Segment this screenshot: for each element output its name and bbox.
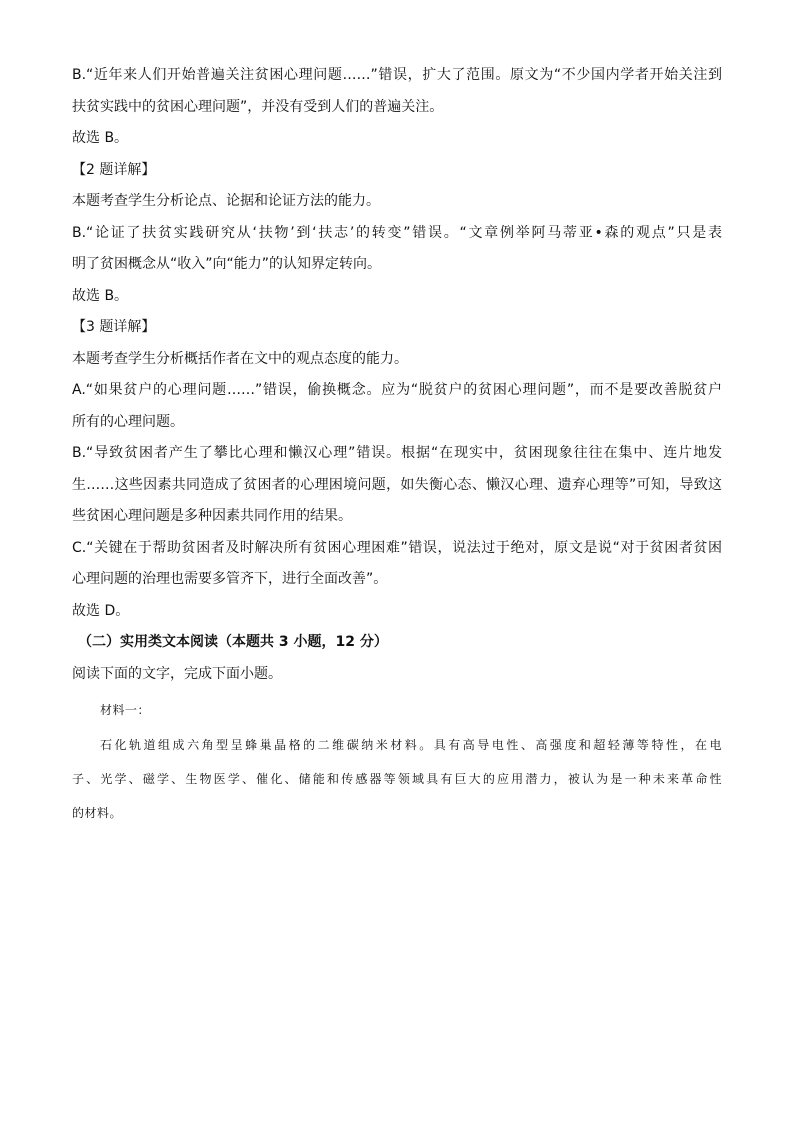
text-line: B.“近年来人们开始普遍关注贫困心理问题……”错误，扩大了范围。原文为“不少国内学者开始关注到: [72, 67, 722, 83]
text-line: 故选 D。: [72, 602, 130, 619]
text-line: B.“导致贫困者产生了攀比心理和懒汉心理”错误。根据“在现实中，贫困现象往往在集中、连片地发: [72, 445, 722, 461]
material-line: 的材料。: [72, 806, 123, 820]
question-3-heading: 【3 题详解】: [72, 319, 156, 335]
section-heading: （二）实用类文本阅读（本题共 3 小题，12 分）: [78, 634, 388, 650]
material-title: 材料一：: [100, 703, 151, 717]
text-line: B.“论证了扶贫实践研究从‘扶物’到‘扶志’的转变”错误。“文章例举阿马蒂亚•森的观点”只是表: [72, 224, 722, 241]
question-2-heading: 【2 题详解】: [72, 161, 156, 178]
text-line: 故选 B。: [72, 130, 129, 146]
material-line: 子、光学、磁学、生物医学、催化、储能和传感器等领域具有巨大的应用潜力，被认为是一种未来革命性: [72, 772, 722, 786]
text-line: 扶贫实践中的贫困心理问题”，并没有受到人们的普遍关注。: [72, 98, 444, 115]
text-line: 生……这些因素共同造成了贫困者的心理困境问题，如失衡心态、懒汉心理、遗弃心理等”可知，导致这: [72, 476, 722, 493]
text-line: 心理问题的治理也需要多管齐下，进行全面改善”。: [72, 571, 388, 587]
text-line: 明了贫困概念从“收入”向“能力”的认知界定转向。: [72, 256, 382, 272]
text-line: 所有的心理问题。: [72, 413, 184, 430]
text-line: 本题考查学生分析论点、论据和论证方法的能力。: [72, 193, 380, 209]
text-line: 本题考查学生分析概括作者在文中的观点态度的能力。: [72, 350, 408, 367]
text-line: C.“关键在于帮助贫困者及时解决所有贫困心理困难”错误，说法过于绝对，原文是说“对于贫困者贫困: [72, 539, 722, 556]
text-line: 故选 B。: [72, 287, 129, 304]
document-page: [72, 60, 722, 830]
text-line: 些贫困心理问题是多种因素共同作用的结果。: [72, 508, 352, 524]
material-block: [72, 692, 722, 830]
material-line: 石化轨道组成六角型呈蜂巢晶格的二维碳纳米材料。具有高导电性、高强度和超轻薄等特性，在电: [100, 738, 722, 752]
instruction-text: 阅读下面的文字，完成下面小题。: [72, 665, 282, 682]
text-line: A.“如果贫户的心理问题……”错误，偷换概念。应为“脱贫户的贫困心理问题”，而不是要改善脱贫户: [72, 382, 722, 398]
